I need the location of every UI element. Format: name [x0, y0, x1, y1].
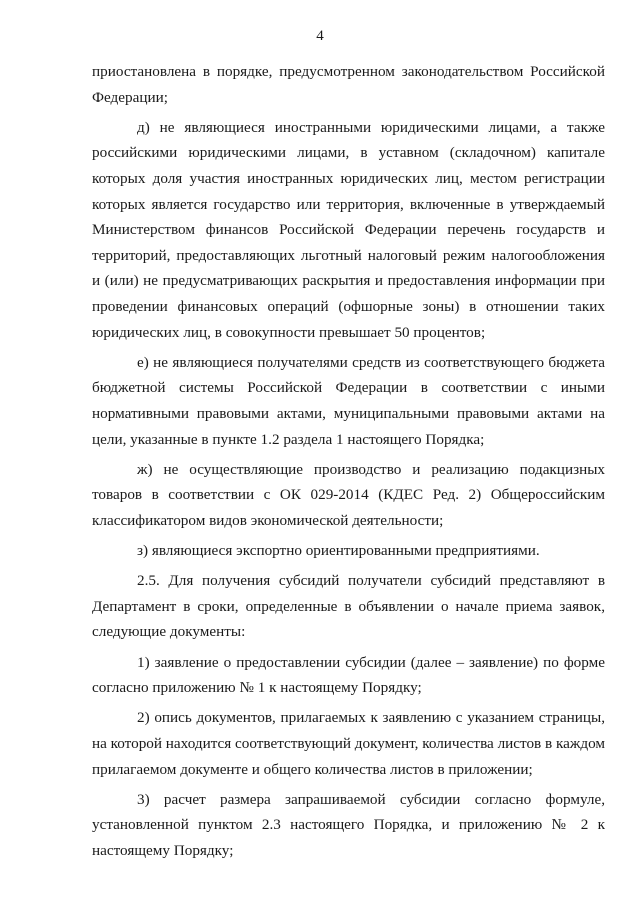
page-number: 4 [316, 28, 324, 44]
paragraph-section-2-5: 2.5. Для получения субсидий получатели субсидий представляют в Департамент в сроки, определенные в объявлении о начале приема заявок, следующие документы: [92, 572, 605, 641]
paragraph-document-2: 2) опись документов, прилагаемых к заявлению с указанием страницы, на которой находится соответствующий документ, количества листов в каждом прилагаемом документе и общего количества листов в приложении; [92, 709, 606, 778]
paragraph-item-zh: ж) не осуществляющие производство и реализацию подакцизных товаров в соответствии с ОК 029-2014 (КДЕС Ред. 2) Общероссийским классификатором видов экономической деятельности; [92, 460, 605, 529]
paragraph-continuation: приостановлена в порядке, предусмотренном законодательством Российской Федерации; [92, 63, 605, 106]
paragraph-item-d: д) не являющиеся иностранными юридическими лицами, а также российскими юридическими лицами, в уставном (складочном) капитале которых доля участия иностранных юридических лиц, местом регистрации которых является государство или территория, включенные в утверждаемый Министерством финансов Российской Федерации перечень государств и территорий, предоставляющих льготный налоговый режим налогообложения и (или) не предусматривающих раскрытия и предоставления информации при проведении финансовых операций (офшорные зоны) в отношении таких юридических лиц, в совокупности превышает 50 процентов; [92, 118, 605, 341]
paragraph-item-e: е) не являющиеся получателями средств из соответствующего бюджета бюджетной системы Российской Федерации в соответствии с иными нормативными правовыми актами, муниципальными правовыми актами на цели, указанные в пункте 1.2 раздела 1 настоящего Порядка; [92, 353, 605, 448]
paragraph-document-1: 1) заявление о предоставлении субсидии (далее – заявление) по форме согласно приложению № 1 к настоящему Порядку; [92, 653, 605, 697]
paragraph-document-3: 3) расчет размера запрашиваемой субсидии согласно формуле, установленной пунктом 2.3 настоящего Порядка, и приложению № 2 к настоящему Порядку; [92, 790, 605, 859]
document-body [92, 59, 605, 868]
paragraph-item-z: з) являющиеся экспортно ориентированными предприятиями. [137, 542, 540, 560]
